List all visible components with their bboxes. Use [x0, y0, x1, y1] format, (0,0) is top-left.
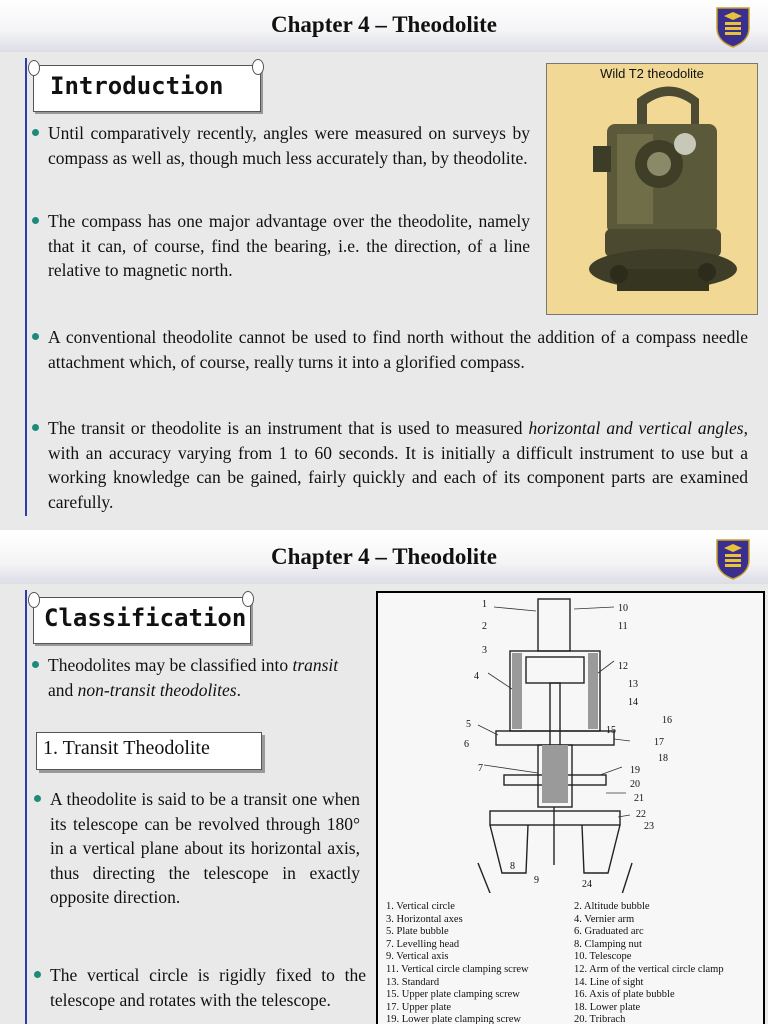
bullet-dot-icon — [32, 661, 39, 668]
legend-item: 17. Upper plate — [386, 1001, 452, 1013]
bullet-point — [48, 121, 530, 170]
diagram-label: 12 — [618, 661, 628, 672]
bullet-point — [48, 209, 530, 283]
diagram-label: 3 — [482, 645, 487, 656]
diagram-legend-left — [386, 901, 529, 1024]
photo-caption: Wild T2 theodolite — [600, 66, 704, 81]
accent-line — [25, 590, 27, 1024]
legend-item: 9. Vertical axis — [386, 951, 449, 963]
legend-item: 12. Arm of the vertical circle clamp — [574, 963, 724, 975]
bullet-point — [50, 787, 360, 910]
diagram-label: 21 — [634, 793, 644, 804]
subheading: 1. Transit Theodolite — [43, 737, 210, 759]
diagram-label: 13 — [628, 679, 638, 690]
bullet-text: Until comparatively recently, angles were measured on surveys by compass as well as, though much less accurately than, by theodolite. — [48, 123, 530, 168]
emphasis-text: non-transit theodolites — [77, 679, 237, 700]
theodolite-photo — [546, 63, 758, 315]
legend-item: 13. Standard — [386, 976, 440, 988]
legend-item: 19. Lower plate clamping screw — [386, 1014, 521, 1024]
legend-item: 6. Graduated arc — [574, 926, 644, 938]
legend-item: 2. Altitude bubble — [574, 901, 650, 912]
legend-item: 8. Clamping nut — [574, 938, 642, 950]
diagram-label: 16 — [662, 715, 672, 726]
accent-line — [25, 58, 27, 516]
slide-classification — [0, 532, 768, 1024]
theodolite-illustration — [547, 64, 757, 314]
scroll-curl — [28, 592, 40, 608]
bullet-dot-icon — [32, 129, 39, 136]
legend-item: 5. Plate bubble — [386, 926, 449, 938]
bullet-text: The compass has one major advantage over the theodolite, namely that it can, of course, find the bearing, i.e. the direction, of a line relative to magnetic north. — [48, 211, 530, 280]
diagram-label: 23 — [644, 821, 654, 832]
legend-item: 1. Vertical circle — [386, 901, 455, 912]
section-scroll — [33, 597, 251, 644]
subheading-box — [36, 732, 262, 770]
diagram-label: 17 — [654, 737, 664, 748]
bullet-dot-icon — [32, 333, 39, 340]
legend-item: 7. Levelling head — [386, 938, 460, 950]
diagram-label: 18 — [658, 753, 668, 764]
diagram-label: 15 — [606, 725, 616, 736]
diagram-label: 7 — [478, 763, 483, 774]
slide-header — [0, 0, 768, 52]
diagram-label: 6 — [464, 739, 469, 750]
section-scroll — [33, 65, 261, 112]
theodolite-cross-section — [378, 593, 763, 893]
scroll-curl — [28, 60, 40, 76]
bullet-dot-icon — [32, 424, 39, 431]
bullet-text: , with an accuracy varying from 1 to 60 seconds. It is initially a difficult instrument to use but a working knowledge can be gained, fairly quickly and each of its component parts are examined carefully. — [48, 418, 748, 512]
section-heading: Classification — [44, 604, 247, 632]
legend-item: 3. Horizontal axes — [386, 913, 463, 925]
bullet-text: The vertical circle is rigidly fixed to the telescope and rotates with the telescope. — [50, 965, 366, 1010]
section-heading: Introduction — [50, 72, 224, 100]
bullet-point — [50, 963, 366, 1012]
bullet-text: and — [48, 679, 78, 700]
theodolite-diagram — [376, 591, 765, 1024]
diagram-label: 10 — [618, 603, 628, 614]
diagram-label: 22 — [636, 809, 646, 820]
diagram-label: 24 — [582, 879, 592, 890]
legend-item: 4. Vernier arm — [574, 913, 635, 925]
diagram-label: 8 — [510, 861, 515, 872]
diagram-label: 5 — [466, 719, 471, 730]
slide-title: Chapter 4 – Theodolite — [271, 12, 497, 37]
legend-item: 11. Vertical circle clamping screw — [386, 963, 529, 975]
diagram-label: 4 — [474, 671, 479, 682]
diagram-label: 20 — [630, 779, 640, 790]
diagram-label: 2 — [482, 621, 487, 632]
university-crest-logo — [714, 538, 752, 580]
legend-item: 15. Upper plate clamping screw — [386, 989, 520, 1001]
diagram-legend-right — [574, 901, 724, 1024]
diagram-label: 1 — [482, 599, 487, 610]
legend-item: 14. Line of sight — [574, 976, 644, 988]
slide-title: Chapter 4 – Theodolite — [271, 544, 497, 569]
diagram-label: 19 — [630, 765, 640, 776]
legend-item: 18. Lower plate — [574, 1001, 641, 1013]
slide-header — [0, 532, 768, 584]
bullet-dot-icon — [34, 795, 41, 802]
bullet-point — [48, 325, 748, 374]
scroll-curl — [252, 59, 264, 75]
emphasis-text: horizontal and vertical angles — [528, 418, 744, 438]
bullet-point — [48, 416, 748, 514]
diagram-label: 9 — [534, 875, 539, 886]
bullet-dot-icon — [34, 971, 41, 978]
bullet-point — [48, 653, 360, 702]
bullet-text: A theodolite is said to be a transit one when its telescope can be revolved through 180° in a vertical plane about its horizontal axis, thus directing the telescope in exactly opposite direction. — [50, 789, 360, 907]
diagram-label: 14 — [628, 697, 638, 708]
bullet-text: The transit or theodolite is an instrument that is used to measured — [48, 418, 529, 438]
bullet-text: A conventional theodolite cannot be used to find north without the addition of a compass needle attachment which, of course, really turns it into a glorified compass. — [48, 327, 748, 372]
legend-item: 16. Axis of plate bubble — [574, 989, 675, 1001]
bullet-dot-icon — [32, 217, 39, 224]
diagram-label: 11 — [618, 621, 628, 632]
bullet-text: Theodolites may be classified into — [48, 655, 293, 675]
university-crest-logo — [714, 6, 752, 48]
legend-item: 20. Tribrach — [574, 1014, 626, 1024]
emphasis-text: transit — [292, 655, 339, 675]
bullet-text: . — [236, 679, 241, 700]
legend-item: 10. Telescope — [574, 951, 632, 963]
